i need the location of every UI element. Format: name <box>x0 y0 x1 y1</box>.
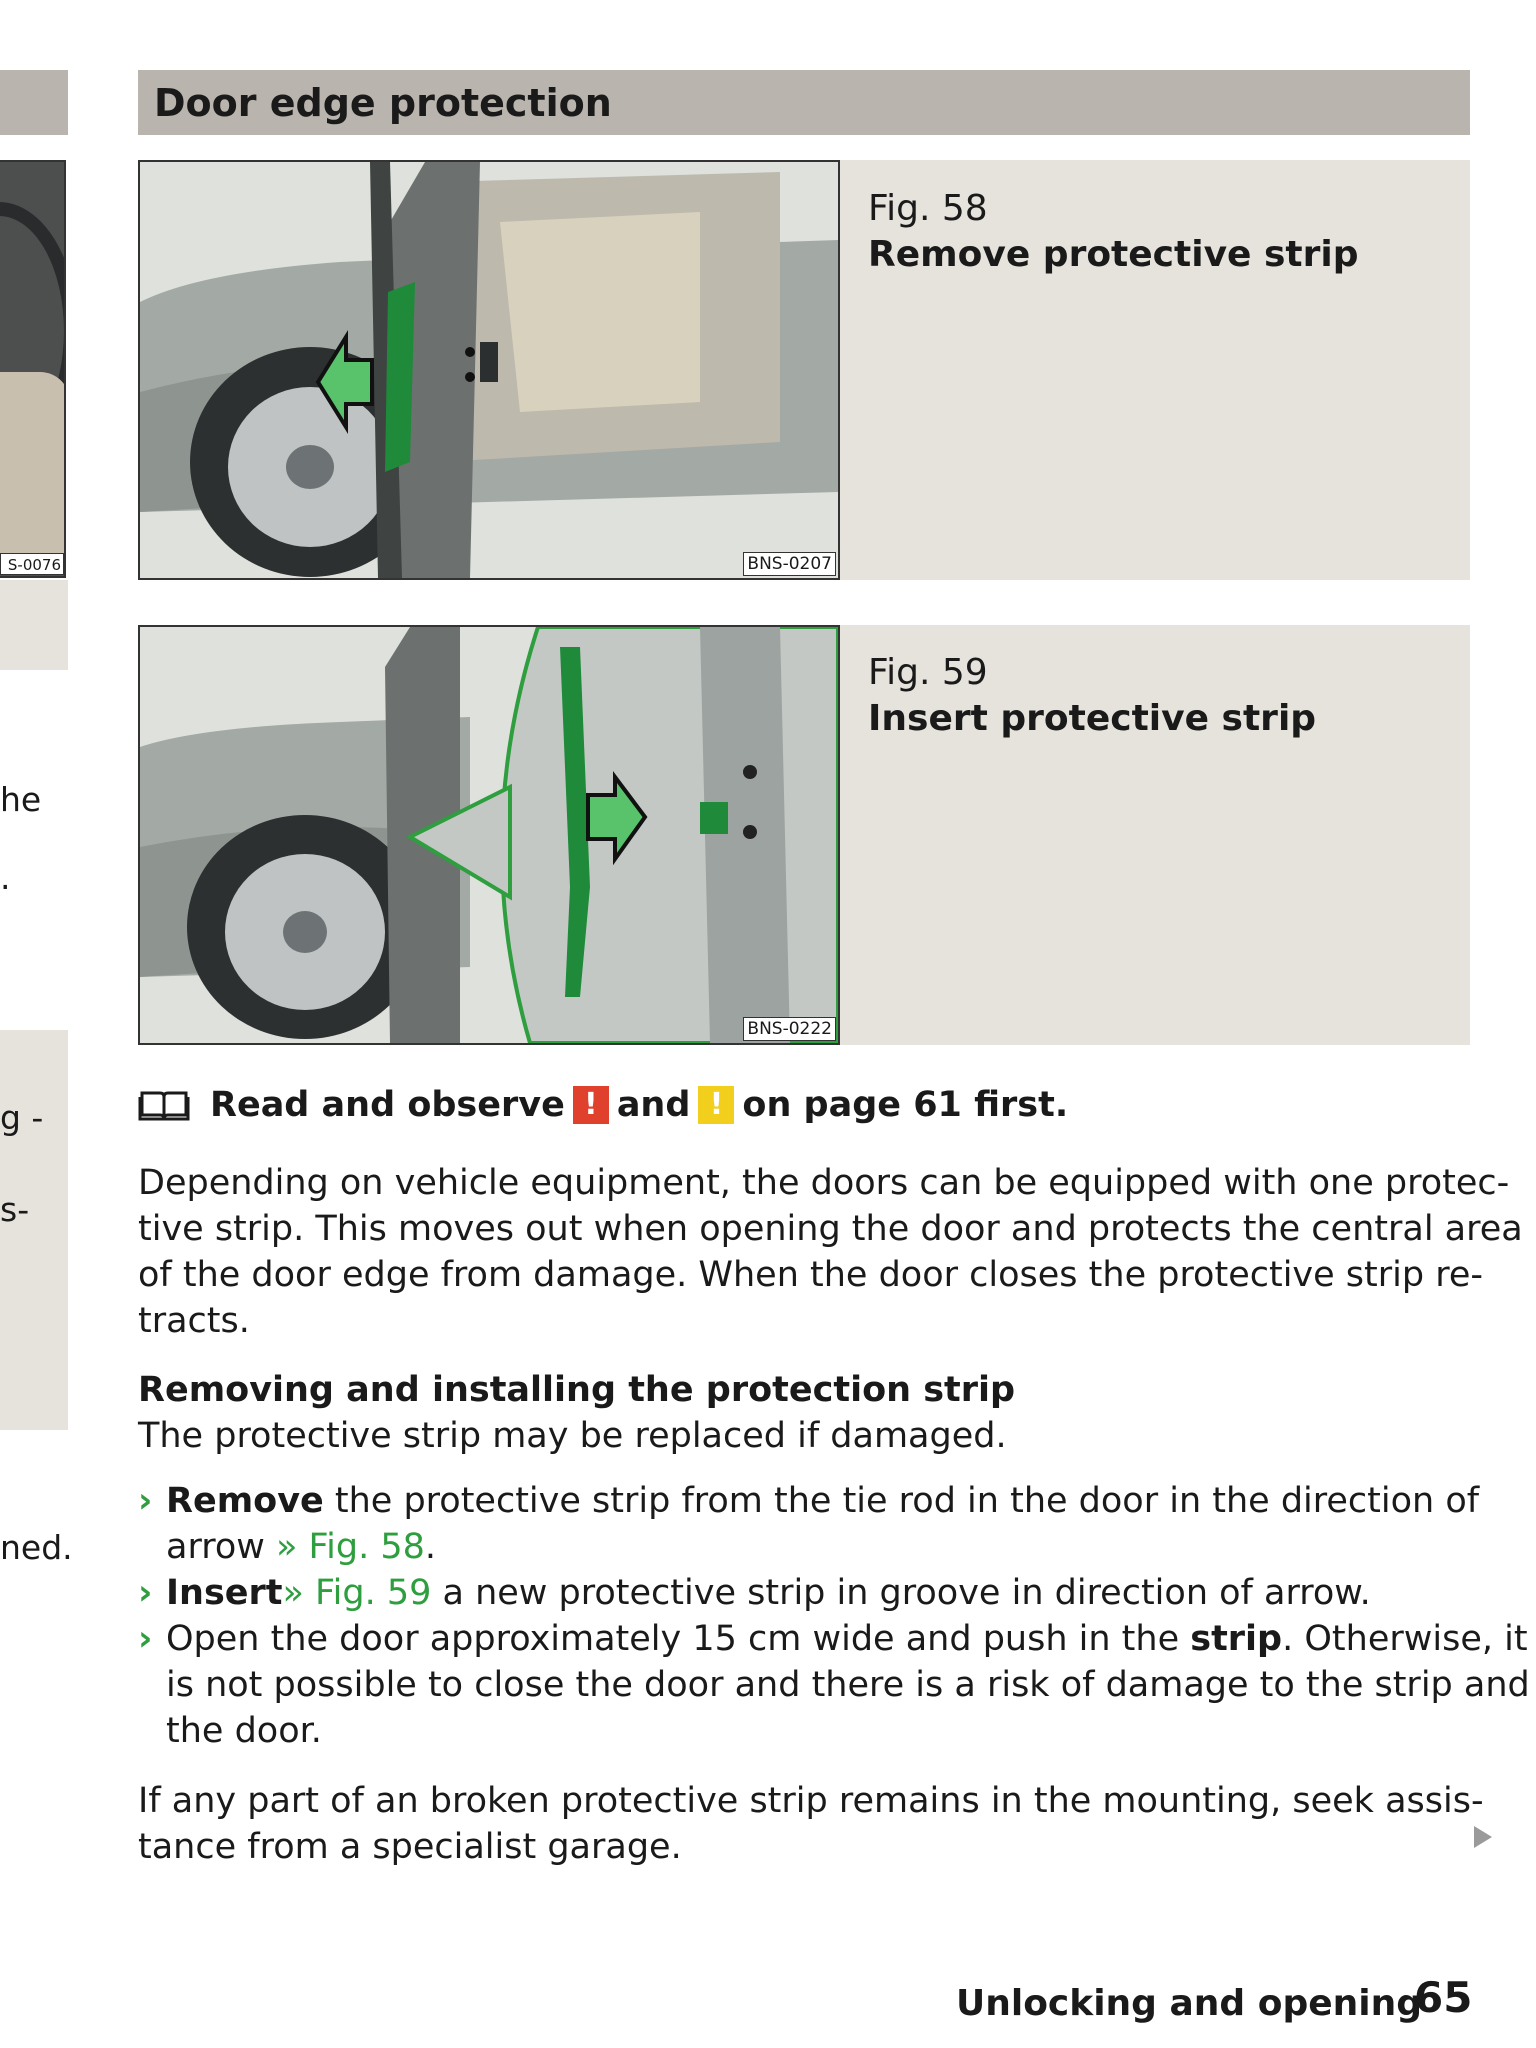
step-text: arrow <box>166 1527 277 1567</box>
figure-58-image <box>138 160 840 580</box>
chevron-right-icon: › <box>138 1619 153 1659</box>
step-keyword: Remove <box>166 1481 324 1521</box>
figure-58-number: Fig. 58 <box>868 188 988 229</box>
warning-red-icon[interactable]: ! <box>573 1086 609 1124</box>
book-icon <box>138 1087 190 1123</box>
fig-59-link[interactable]: » Fig. 59 <box>282 1573 432 1613</box>
steps-list <box>138 1478 1530 1754</box>
warning-yellow-icon[interactable]: ! <box>698 1086 734 1124</box>
chapter-label: Unlocking and opening <box>956 1983 1422 2024</box>
subsection-text: The protective strip may be replaced if damaged. <box>138 1416 1007 1456</box>
car-door-illustration <box>140 162 838 578</box>
paragraph-line: of the door edge from damage. When the door closes the protective strip re- <box>138 1255 1483 1295</box>
step-text: the door. <box>166 1711 322 1751</box>
paragraph-line: tive strip. This moves out when opening the door and protects the central area <box>138 1209 1523 1249</box>
paragraph-line: If any part of an broken protective strip remains in the mounting, seek assis- <box>138 1781 1484 1821</box>
fig-58-link[interactable]: » Fig. 58 <box>276 1527 425 1567</box>
chevron-right-icon: › <box>138 1481 153 1521</box>
prev-section-bar <box>0 70 68 135</box>
figure-58-caption: Remove protective strip <box>868 234 1359 275</box>
intro-paragraph <box>138 1160 1523 1344</box>
prev-text-fragment: . <box>0 858 11 897</box>
notice-prefix: Read and observe <box>210 1085 565 1125</box>
step-open-door <box>138 1616 1530 1754</box>
figure-59-caption: Insert protective strip <box>868 698 1317 739</box>
prev-text-fragment: s- <box>0 1190 30 1229</box>
step-text: . <box>424 1527 437 1567</box>
prev-figure-image <box>0 160 66 578</box>
paragraph-line: tance from a specialist garage. <box>138 1827 682 1867</box>
paragraph-line: Depending on vehicle equipment, the doors can be equipped with one protec- <box>138 1163 1510 1203</box>
notice-suffix: on page 61 first. <box>742 1085 1069 1125</box>
subsection-heading: Removing and installing the protection strip <box>138 1370 1016 1410</box>
prev-text-fragment: ned. <box>0 1528 73 1567</box>
page-number: 65 <box>1414 1973 1473 2022</box>
chevron-right-icon: › <box>138 1573 153 1613</box>
step-text: Open the door approximately 15 cm wide and push in the <box>166 1619 1191 1659</box>
step-text: a new protective strip in groove in direction of arrow. <box>431 1573 1371 1613</box>
step-text: is not possible to close the door and there is a risk of damage to the strip and <box>166 1665 1530 1705</box>
section-title: Door edge protection <box>154 81 612 125</box>
step-text: the protective strip from the tie rod in the door in the direction of <box>323 1481 1480 1521</box>
prev-note-background <box>0 1030 68 1430</box>
figure-59-code: BNS-0222 <box>743 1017 836 1041</box>
subsection <box>138 1367 1473 1459</box>
read-and-observe-notice <box>138 1080 1068 1130</box>
continue-arrow-icon <box>1474 1826 1492 1848</box>
notice-and: and <box>616 1085 691 1125</box>
closing-paragraph <box>138 1778 1484 1870</box>
figure-59-number: Fig. 59 <box>868 652 988 693</box>
figure-59-image <box>138 625 840 1045</box>
step-keyword: strip <box>1190 1619 1283 1659</box>
car-door-detail-illustration <box>140 627 838 1043</box>
seat-shape <box>0 372 66 572</box>
step-keyword: Insert <box>166 1573 283 1613</box>
prev-figure-code: S-0076 <box>0 553 64 575</box>
prev-text-fragment: g - <box>0 1098 44 1137</box>
paragraph-line: tracts. <box>138 1301 250 1341</box>
prev-caption-background <box>0 580 68 670</box>
figure-58-code: BNS-0207 <box>743 552 836 576</box>
prev-text-fragment: he <box>0 780 42 819</box>
step-remove <box>138 1478 1480 1570</box>
step-text: . Otherwise, it <box>1282 1619 1528 1659</box>
step-insert <box>138 1570 1473 1616</box>
